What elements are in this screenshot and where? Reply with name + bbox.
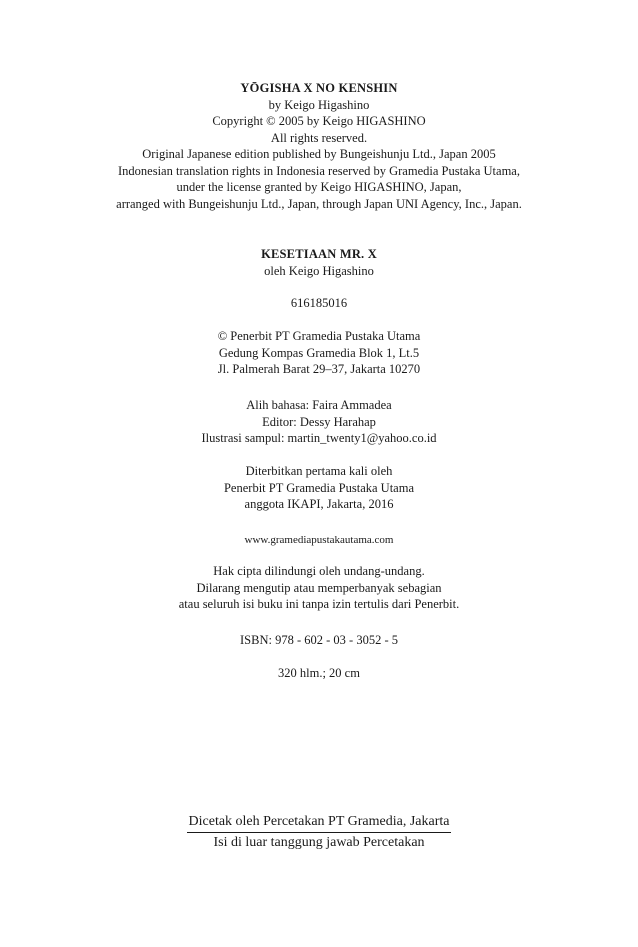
original-rights-block	[0, 80, 638, 212]
indonesian-title: KESETIAAN MR. X	[261, 247, 377, 261]
indonesian-edition-block	[0, 246, 638, 279]
original-copyright: Copyright © 2005 by Keigo HIGASHINO	[212, 114, 426, 128]
illustrator-credit: Ilustrasi sampul: martin_twenty1@yahoo.co.id	[201, 431, 437, 445]
printer-disclaimer: Isi di luar tanggung jawab Percetakan	[213, 835, 425, 850]
original-author: by Keigo Higashino	[268, 97, 370, 112]
credits-block	[0, 397, 638, 447]
publisher-building: Gedung Kompas Gramedia Blok 1, Lt.5	[218, 345, 420, 360]
legal-line-2: Dilarang mengutip atau memperbanyak sebagian	[196, 580, 442, 595]
translator-credit: Alih bahasa: Faira Ammadea	[246, 398, 392, 412]
book-code: 616185016	[290, 296, 348, 310]
physical-description: 320 hlm.; 20 cm	[278, 666, 360, 680]
indonesian-author: oleh Keigo Higashino	[264, 263, 374, 278]
first-published: Diterbitkan pertama kali oleh	[245, 464, 393, 478]
editor-credit: Editor: Dessy Harahap	[262, 414, 376, 429]
publisher-name: © Penerbit PT Gramedia Pustaka Utama	[217, 329, 421, 343]
ikapi-membership: anggota IKAPI, Jakarta, 2016	[244, 497, 394, 511]
translation-rights: Indonesian translation rights in Indonesia reserved by Gramedia Pustaka Utama,	[118, 163, 520, 178]
original-edition: Original Japanese edition published by Bungeishunju Ltd., Japan 2005	[142, 147, 496, 161]
publication-block	[0, 463, 638, 513]
book-code-block	[0, 295, 638, 312]
printer-block	[0, 812, 638, 852]
isbn: ISBN: 978 - 602 - 03 - 3052 - 5	[240, 633, 398, 647]
physical-description-block	[0, 665, 638, 682]
publisher-block	[0, 328, 638, 378]
printer-credit: Dicetak oleh Percetakan PT Gramedia, Jakarta	[187, 813, 452, 833]
website-block	[0, 532, 638, 549]
agency-arrangement: arranged with Bungeishunju Ltd., Japan, through Japan UNI Agency, Inc., Japan.	[116, 196, 522, 211]
publication-publisher: Penerbit PT Gramedia Pustaka Utama	[223, 480, 414, 495]
original-title: YŌGISHA X NO KENSHIN	[240, 81, 398, 95]
publisher-website: www.gramediapustakautama.com	[244, 534, 394, 546]
legal-block	[0, 563, 638, 613]
publisher-address: Jl. Palmerah Barat 29–37, Jakarta 10270	[217, 362, 421, 376]
isbn-block	[0, 632, 638, 649]
rights-reserved: All rights reserved.	[270, 130, 368, 145]
license-grant: under the license granted by Keigo HIGASHINO, Japan,	[176, 180, 462, 194]
legal-line-3: atau seluruh isi buku ini tanpa izin tertulis dari Penerbit.	[178, 597, 460, 611]
legal-line-1: Hak cipta dilindungi oleh undang-undang.	[213, 564, 425, 578]
